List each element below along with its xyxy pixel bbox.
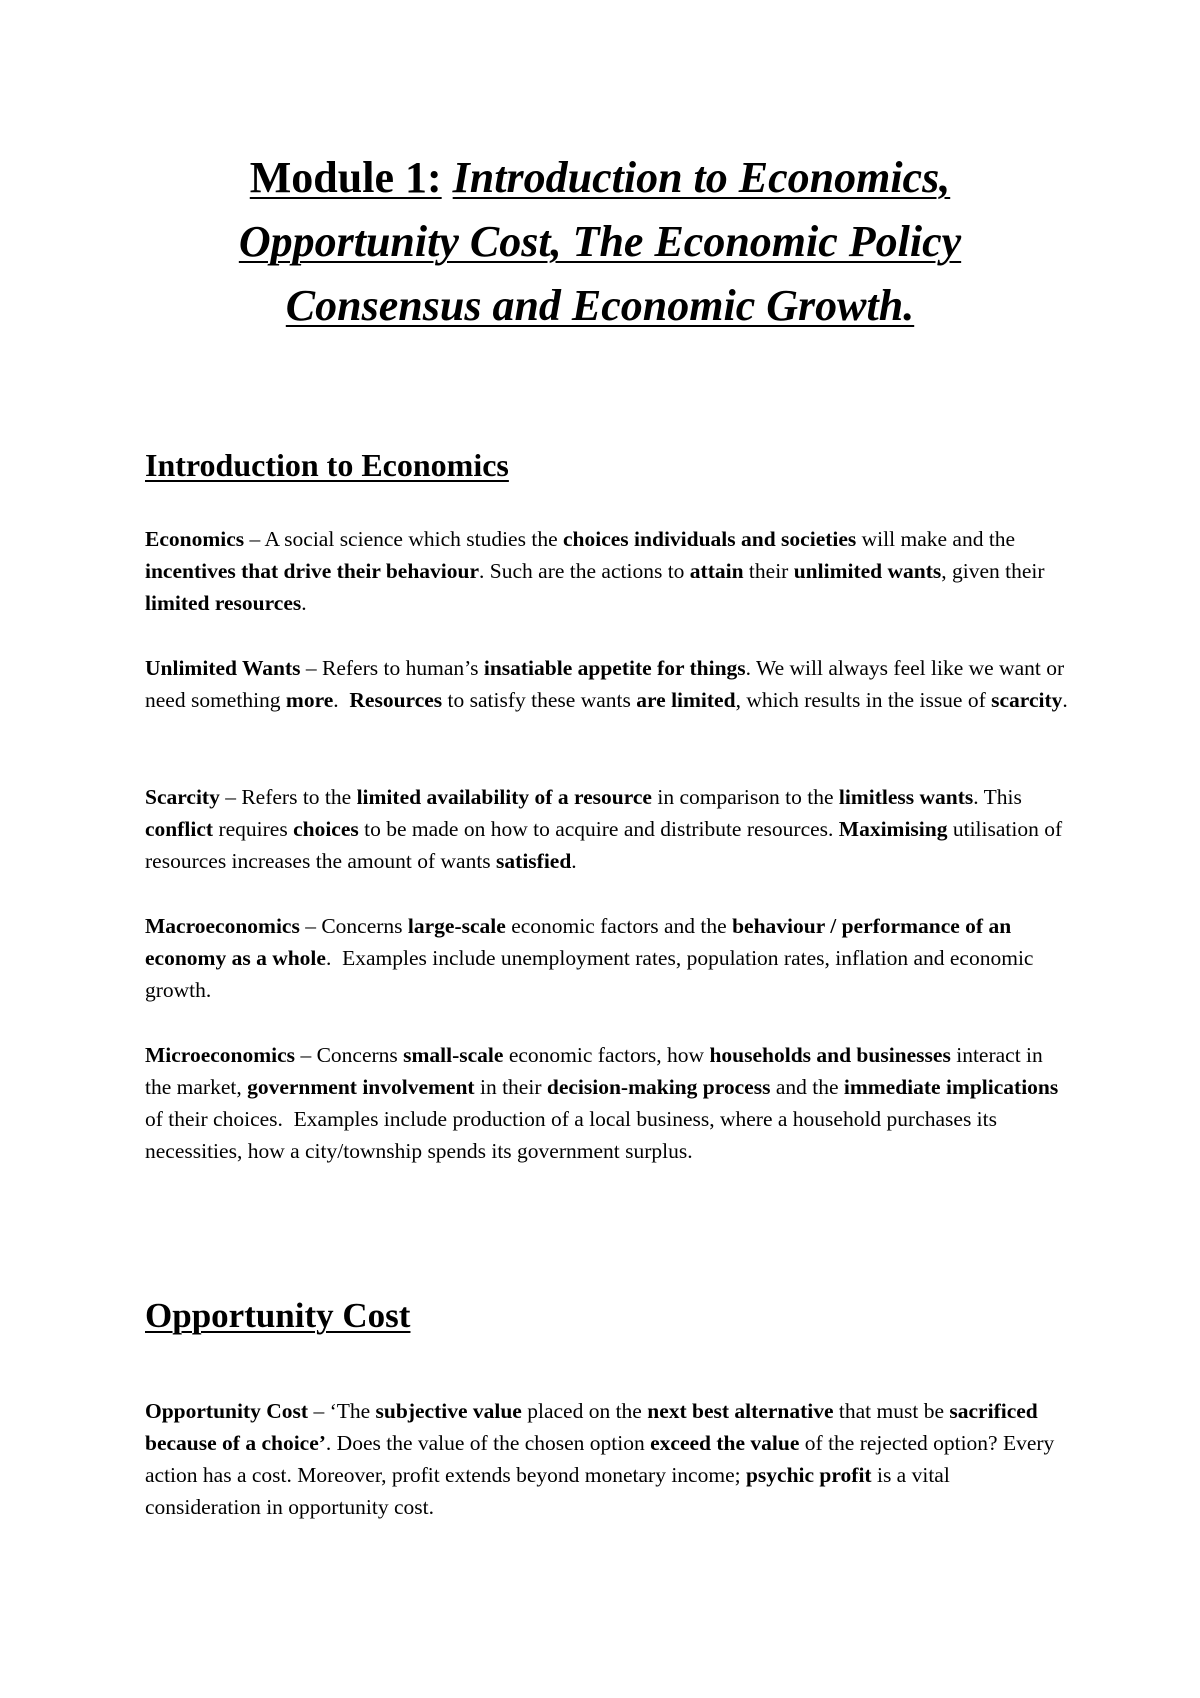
module-title bbox=[150, 146, 1050, 338]
definition-emphasis: limitless wants bbox=[838, 785, 974, 809]
definition-unlimited-wants bbox=[145, 652, 1070, 716]
definition-emphasis: conflict bbox=[145, 817, 214, 841]
module-title-line-2: Opportunity Cost, The Economic Policy bbox=[238, 217, 962, 266]
definition-emphasis: more bbox=[285, 688, 334, 712]
definition-emphasis: subjective value bbox=[375, 1399, 522, 1423]
definition-emphasis: households and businesses bbox=[709, 1043, 951, 1067]
definition-emphasis: Resources bbox=[349, 688, 443, 712]
module-title-prefix: Module 1: bbox=[249, 153, 442, 202]
definition-text: their bbox=[743, 559, 794, 583]
definition-text: – Refers to the bbox=[219, 785, 357, 809]
definition-text: . This bbox=[973, 785, 1022, 809]
definition-emphasis: choices bbox=[293, 817, 359, 841]
definition-emphasis: satisfied bbox=[496, 849, 572, 873]
definition-text: – Refers to human’s bbox=[300, 656, 484, 680]
definition-emphasis: exceed the value bbox=[650, 1431, 800, 1455]
definition-emphasis: limited resources bbox=[145, 591, 302, 615]
definition-text: – Concerns bbox=[295, 1043, 404, 1067]
definition-text: economic factors and the bbox=[505, 914, 733, 938]
definition-emphasis: attain bbox=[689, 559, 744, 583]
definition-emphasis: psychic profit bbox=[745, 1463, 872, 1487]
definition-emphasis: immediate implications bbox=[843, 1075, 1059, 1099]
definition-emphasis: decision-making process bbox=[546, 1075, 771, 1099]
section-heading-opportunity-cost: Opportunity Cost bbox=[145, 1296, 411, 1335]
definition-text: utilisation of resources increases the amount of wants bbox=[145, 817, 1063, 873]
definition-emphasis: limited availability of a resource bbox=[356, 785, 652, 809]
definition-text: . bbox=[301, 591, 307, 615]
definition-text: – Concerns bbox=[299, 914, 408, 938]
definition-emphasis: choices individuals and societies bbox=[563, 527, 857, 551]
module-title-line-1: Introduction to Economics, bbox=[452, 153, 951, 202]
definition-emphasis: sacrificed because of a choice’ bbox=[145, 1399, 1038, 1455]
definition-emphasis: behaviour / performance of an economy as a whole bbox=[145, 914, 1012, 970]
definition-emphasis: Maximising bbox=[838, 817, 948, 841]
term-microeconomics: Microeconomics bbox=[145, 1043, 296, 1067]
definition-opportunity-cost bbox=[145, 1395, 1070, 1523]
definition-text: that must be bbox=[833, 1399, 950, 1423]
definition-text: – ‘The bbox=[308, 1399, 376, 1423]
term-opportunity-cost: Opportunity Cost bbox=[145, 1399, 309, 1423]
definition-text: . bbox=[571, 849, 577, 873]
definition-emphasis: unlimited wants bbox=[793, 559, 942, 583]
definition-text: in their bbox=[474, 1075, 547, 1099]
section-heading-introduction: Introduction to Economics bbox=[145, 447, 509, 483]
definition-emphasis: are limited bbox=[636, 688, 736, 712]
definition-emphasis: scarcity bbox=[991, 688, 1063, 712]
definition-text: will make and the bbox=[856, 527, 1016, 551]
term-unlimited-wants: Unlimited Wants bbox=[145, 656, 301, 680]
definition-text: to satisfy these wants bbox=[442, 688, 637, 712]
definition-text: economic factors, how bbox=[503, 1043, 710, 1067]
definition-text: of their choices. Examples include production of a local business, where a household purchases its necessities, how a city/township spends its government surplus. bbox=[145, 1075, 1064, 1163]
definition-text: . Does the value of the chosen option bbox=[325, 1431, 651, 1455]
definition-emphasis: government involvement bbox=[247, 1075, 475, 1099]
definition-text: . We will always feel like we want or need something bbox=[145, 656, 1065, 712]
definition-text: , given their bbox=[941, 559, 1045, 583]
definition-text: . Such are the actions to bbox=[479, 559, 690, 583]
definition-text: placed on the bbox=[521, 1399, 648, 1423]
term-scarcity: Scarcity bbox=[145, 785, 220, 809]
definition-text: of the rejected option? Every action has a cost. Moreover, profit extends beyond monetary income; bbox=[145, 1431, 1055, 1487]
definition-economics bbox=[145, 523, 1070, 619]
definition-text: . bbox=[333, 688, 350, 712]
definition-text: to be made on how to acquire and distribute resources. bbox=[358, 817, 839, 841]
definition-text: . Examples include unemployment rates, population rates, inflation and economic growth. bbox=[145, 946, 1039, 1002]
definition-scarcity bbox=[145, 781, 1070, 877]
definition-text: – A social science which studies the bbox=[244, 527, 563, 551]
definition-emphasis: next best alternative bbox=[647, 1399, 834, 1423]
definition-emphasis: insatiable appetite for things bbox=[483, 656, 746, 680]
definition-text: in comparison to the bbox=[651, 785, 839, 809]
definition-text: and the bbox=[770, 1075, 844, 1099]
term-economics: Economics bbox=[145, 527, 245, 551]
term-macroeconomics: Macroeconomics bbox=[145, 914, 300, 938]
module-title-line-3: Consensus and Economic Growth. bbox=[285, 281, 915, 330]
definition-emphasis: large-scale bbox=[407, 914, 506, 938]
definition-microeconomics bbox=[145, 1039, 1070, 1167]
definition-text: requires bbox=[213, 817, 294, 841]
definition-emphasis: small-scale bbox=[403, 1043, 504, 1067]
definition-emphasis: incentives that drive their behaviour bbox=[145, 559, 480, 583]
definition-macroeconomics bbox=[145, 910, 1070, 1006]
definition-text: , which results in the issue of bbox=[735, 688, 992, 712]
definition-text: is a vital consideration in opportunity cost. bbox=[145, 1463, 950, 1519]
definition-text: interact in the market, bbox=[145, 1043, 1043, 1099]
definition-text: . bbox=[1062, 688, 1068, 712]
